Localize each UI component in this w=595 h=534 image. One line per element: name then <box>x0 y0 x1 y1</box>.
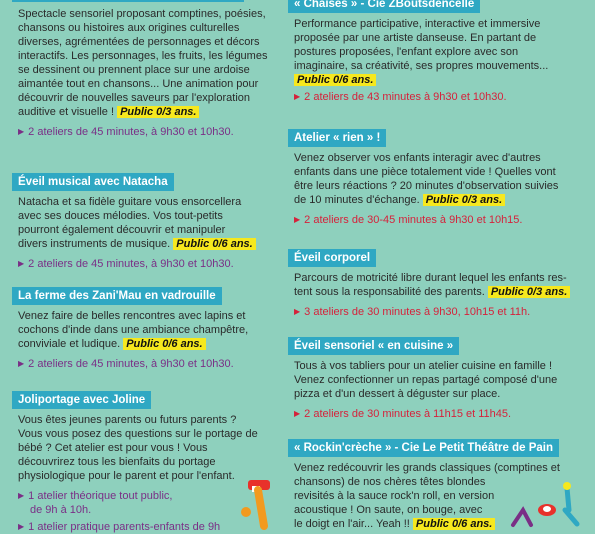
schedule-text: 2 ateliers de 30-45 minutes à 9h30 et 10h15. <box>304 214 523 226</box>
public-badge: Public 0/6 ans. <box>294 74 376 86</box>
public-badge: Public 0/3 ans. <box>423 194 505 206</box>
body-line: interactifs. Les personnages, les fruits, les légumes <box>18 50 268 62</box>
body-line: diverses, agrémentées de personnages et décors <box>18 36 260 48</box>
body-line: chansons ou histoires aux origines culturelles <box>18 22 240 34</box>
section-body <box>18 195 277 251</box>
triangle-bullet-icon: ▶ <box>294 92 301 101</box>
body-line: avec ses douces mélodies. Vos tout-petits <box>18 210 223 222</box>
section-body <box>294 271 582 299</box>
section-chaises <box>288 0 582 104</box>
body-line: pizza et d'un dessert à déguster sur place. <box>294 388 501 400</box>
section-body <box>18 413 277 483</box>
body-line: divers instruments de musique. <box>18 238 171 250</box>
body-line: Vous vous posez des questions sur le portage de <box>18 428 258 440</box>
character-figure-icon <box>238 478 282 530</box>
body-line: imaginaire, sa créativité, ses propres mouvements... <box>294 60 549 72</box>
schedule-text: 2 ateliers de 30 minutes à 11h15 et 11h45. <box>304 408 512 420</box>
section-sensory-show <box>12 0 277 139</box>
body-line: bébé ? Cet atelier est pour vous ! Vous <box>18 442 208 454</box>
body-line: découvrir de nouvelles saveurs par l'exploration <box>18 92 251 104</box>
public-badge: Public 0/3 ans. <box>117 106 199 118</box>
triangle-bullet-icon: ▶ <box>294 409 301 418</box>
section-title-cut <box>12 0 244 2</box>
section-title: « Rockin'crèche » - Cie Le Petit Théâtre de Pain <box>288 439 559 457</box>
schedule-text: 2 ateliers de 45 minutes, à 9h30 et 10h30. <box>28 258 234 270</box>
body-line: Vous êtes jeunes parents ou futurs parents ? <box>18 414 237 426</box>
section-body <box>294 151 582 207</box>
section-title: Éveil corporel <box>288 249 376 267</box>
body-line: Venez confectionner un repas partagé composé d'une <box>294 374 558 386</box>
body-line: Parcours de motricité libre durant lequel les enfants res- <box>294 272 567 284</box>
public-badge: Public 0/3 ans. <box>488 286 570 298</box>
section-atelier-rien <box>288 128 582 227</box>
schedule-text: 3 ateliers de 30 minutes à 9h30, 10h15 et 11h. <box>304 306 531 318</box>
schedule <box>294 407 582 421</box>
public-badge: Public 0/6 ans. <box>413 518 495 530</box>
body-line: conviviale et ludique. <box>18 338 121 350</box>
body-line: découvrirez tous les bienfaits du portage <box>18 456 216 468</box>
triangle-bullet-icon: ▶ <box>294 215 301 224</box>
body-line: auditive et visuelle ! <box>18 106 114 118</box>
schedule-text-cut: 1 atelier pratique parents-enfants de 9h <box>28 521 221 533</box>
section-eveil-corporel <box>288 248 582 319</box>
schedule-text: 2 ateliers de 45 minutes, à 9h30 et 10h30. <box>28 358 234 370</box>
triangle-bullet-icon: ▶ <box>18 522 25 531</box>
section-musical-awakening <box>12 172 277 271</box>
body-line: tent sous la responsabilité des parents. <box>294 286 485 298</box>
body-line: de 10 minutes d'échange. <box>294 194 420 206</box>
triangle-bullet-icon: ▶ <box>18 359 25 368</box>
section-body <box>294 17 582 87</box>
section-title: Atelier « rien » ! <box>288 129 386 147</box>
body-line: Venez redécouvrir les grands classiques (comptines et <box>294 462 560 474</box>
body-line: pourront également découvrir et manipuler <box>18 224 226 236</box>
body-line: acoustique ! On saute, on bouge, avec <box>294 504 483 516</box>
body-line: enfants dans une pièce totalement vide ! Quelles vont <box>294 166 556 178</box>
schedule-text: 1 atelier théorique tout public, <box>28 490 173 502</box>
section-title: La ferme des Zani'Mau en vadrouille <box>12 287 222 305</box>
triangle-bullet-icon: ▶ <box>18 491 25 500</box>
section-title: Éveil sensoriel « en cuisine » <box>288 337 459 355</box>
triangle-bullet-icon: ▶ <box>18 127 25 136</box>
section-body <box>18 309 277 351</box>
body-line: Tous à vos tabliers pour un atelier cuisine en famille ! <box>294 360 553 372</box>
schedule <box>18 125 277 139</box>
schedule <box>18 357 277 371</box>
body-line: Performance participative, interactive et immersive <box>294 18 541 30</box>
public-badge: Public 0/6 ans. <box>123 338 205 350</box>
schedule-text: 2 ateliers de 43 minutes à 9h30 et 10h30. <box>304 91 507 103</box>
body-line: proposée par une artiste danseuse. En partant de <box>294 32 537 44</box>
section-eveil-sensoriel <box>288 336 582 421</box>
schedule <box>294 90 582 104</box>
public-badge: Public 0/6 ans. <box>173 238 255 250</box>
body-line: cochons d'inde dans une ambiance champêtre, <box>18 324 249 336</box>
body-line: chansons) de nos chères têtes blondes <box>294 476 486 488</box>
schedule <box>294 305 582 319</box>
section-farm <box>12 286 277 371</box>
section-body <box>18 7 277 119</box>
body-line: Venez faire de belles rencontres avec lapins et <box>18 310 246 322</box>
schedule-text: de 9h à 10h. <box>30 504 92 516</box>
schedule <box>18 257 277 271</box>
musical-note-icon <box>505 480 585 530</box>
triangle-bullet-icon: ▶ <box>294 307 301 316</box>
body-line: se dessinent ou prennent place sur une ardoise <box>18 64 250 76</box>
section-body <box>294 359 582 401</box>
schedule <box>294 213 582 227</box>
section-title: Éveil musical avec Natacha <box>12 173 174 191</box>
body-line: aimantée tout en chansons... Une animation pour <box>18 78 259 90</box>
body-line: le doigt en l'air... Yeah !! <box>294 518 410 530</box>
body-line: Natacha et sa fidèle guitare vous ensorcellera <box>18 196 242 208</box>
triangle-bullet-icon: ▶ <box>18 259 25 268</box>
body-line: revisités à la sauce rock'n roll, en version <box>294 490 495 502</box>
body-line: Spectacle sensoriel proposant comptines, poésies, <box>18 8 266 20</box>
body-line: Venez observer vos enfants interagir avec d'autres <box>294 152 541 164</box>
section-title: « Chaises » - Cie ZBoutsdencelle <box>288 0 480 13</box>
body-line: être leurs réactions ? 20 minutes d'observation suivies <box>294 180 559 192</box>
section-title: Joliportage avec Joline <box>12 391 151 409</box>
schedule-text: 2 ateliers de 45 minutes, à 9h30 et 10h30. <box>28 126 234 138</box>
body-line: postures proposées, l'enfant explore avec son <box>294 46 519 58</box>
body-line: physiologique pour le parent et pour l'enfant. <box>18 470 235 482</box>
